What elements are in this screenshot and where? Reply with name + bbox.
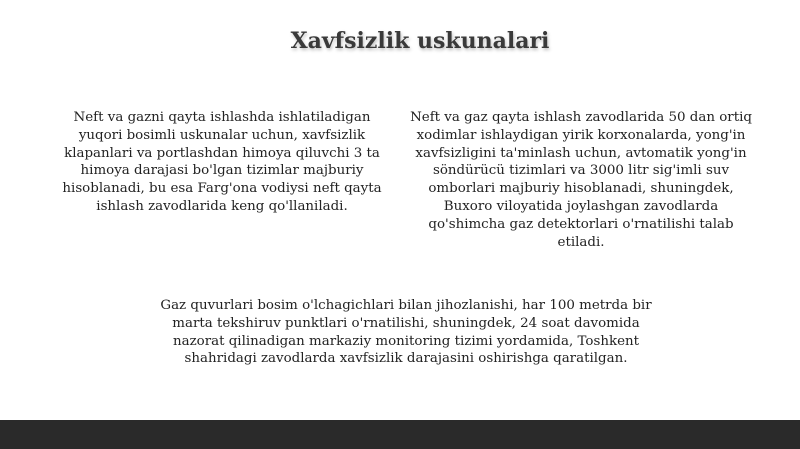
bottom-paragraph: Gaz quvurlari bosim o'lchagichlari bilan jihozlanishi, har 100 metrda bir marta tekshiruv punktlari o'rnatilishi, shuningdek, 24 soat davomida nazorat qilinadigan markaziy monitoring tizimi yordamida, Toshkent shahridagi zavodlarda xavfsizlik darajasini oshirishga qaratilgan. bbox=[160, 298, 652, 367]
footer-bar bbox=[0, 420, 800, 449]
left-paragraph: Neft va gazni qayta ishlashda ishlatiladigan yuqori bosimli uskunalar uchun, xavfsizlik klapanlari va portlashdan himoya qiluvchi 3 ta himoya darajasi bo'lgan tizimlar majburiy hisoblanadi, bu esa Farg'ona vodiysi neft qayta ishlash zavodlarida keng qo'llaniladi. bbox=[62, 110, 382, 214]
right-paragraph: Neft va gaz qayta ishlash zavodlarida 50 dan ortiq xodimlar ishlaydigan yirik korxonalarda, yong'in xavfsizligini ta'minlash uchun, avtomatik yong'in söndürücü tizimlari va 3000 litr sig'imli suv omborlari majburiy hisoblanadi, shuningdek, Buxoro viloyatida joylashgan zavodlarda qo'shimcha gaz detektorlari o'rnatilishi talab etiladi. bbox=[410, 110, 752, 250]
slide-title: Xavfsizlik uskunalari bbox=[290, 28, 550, 54]
